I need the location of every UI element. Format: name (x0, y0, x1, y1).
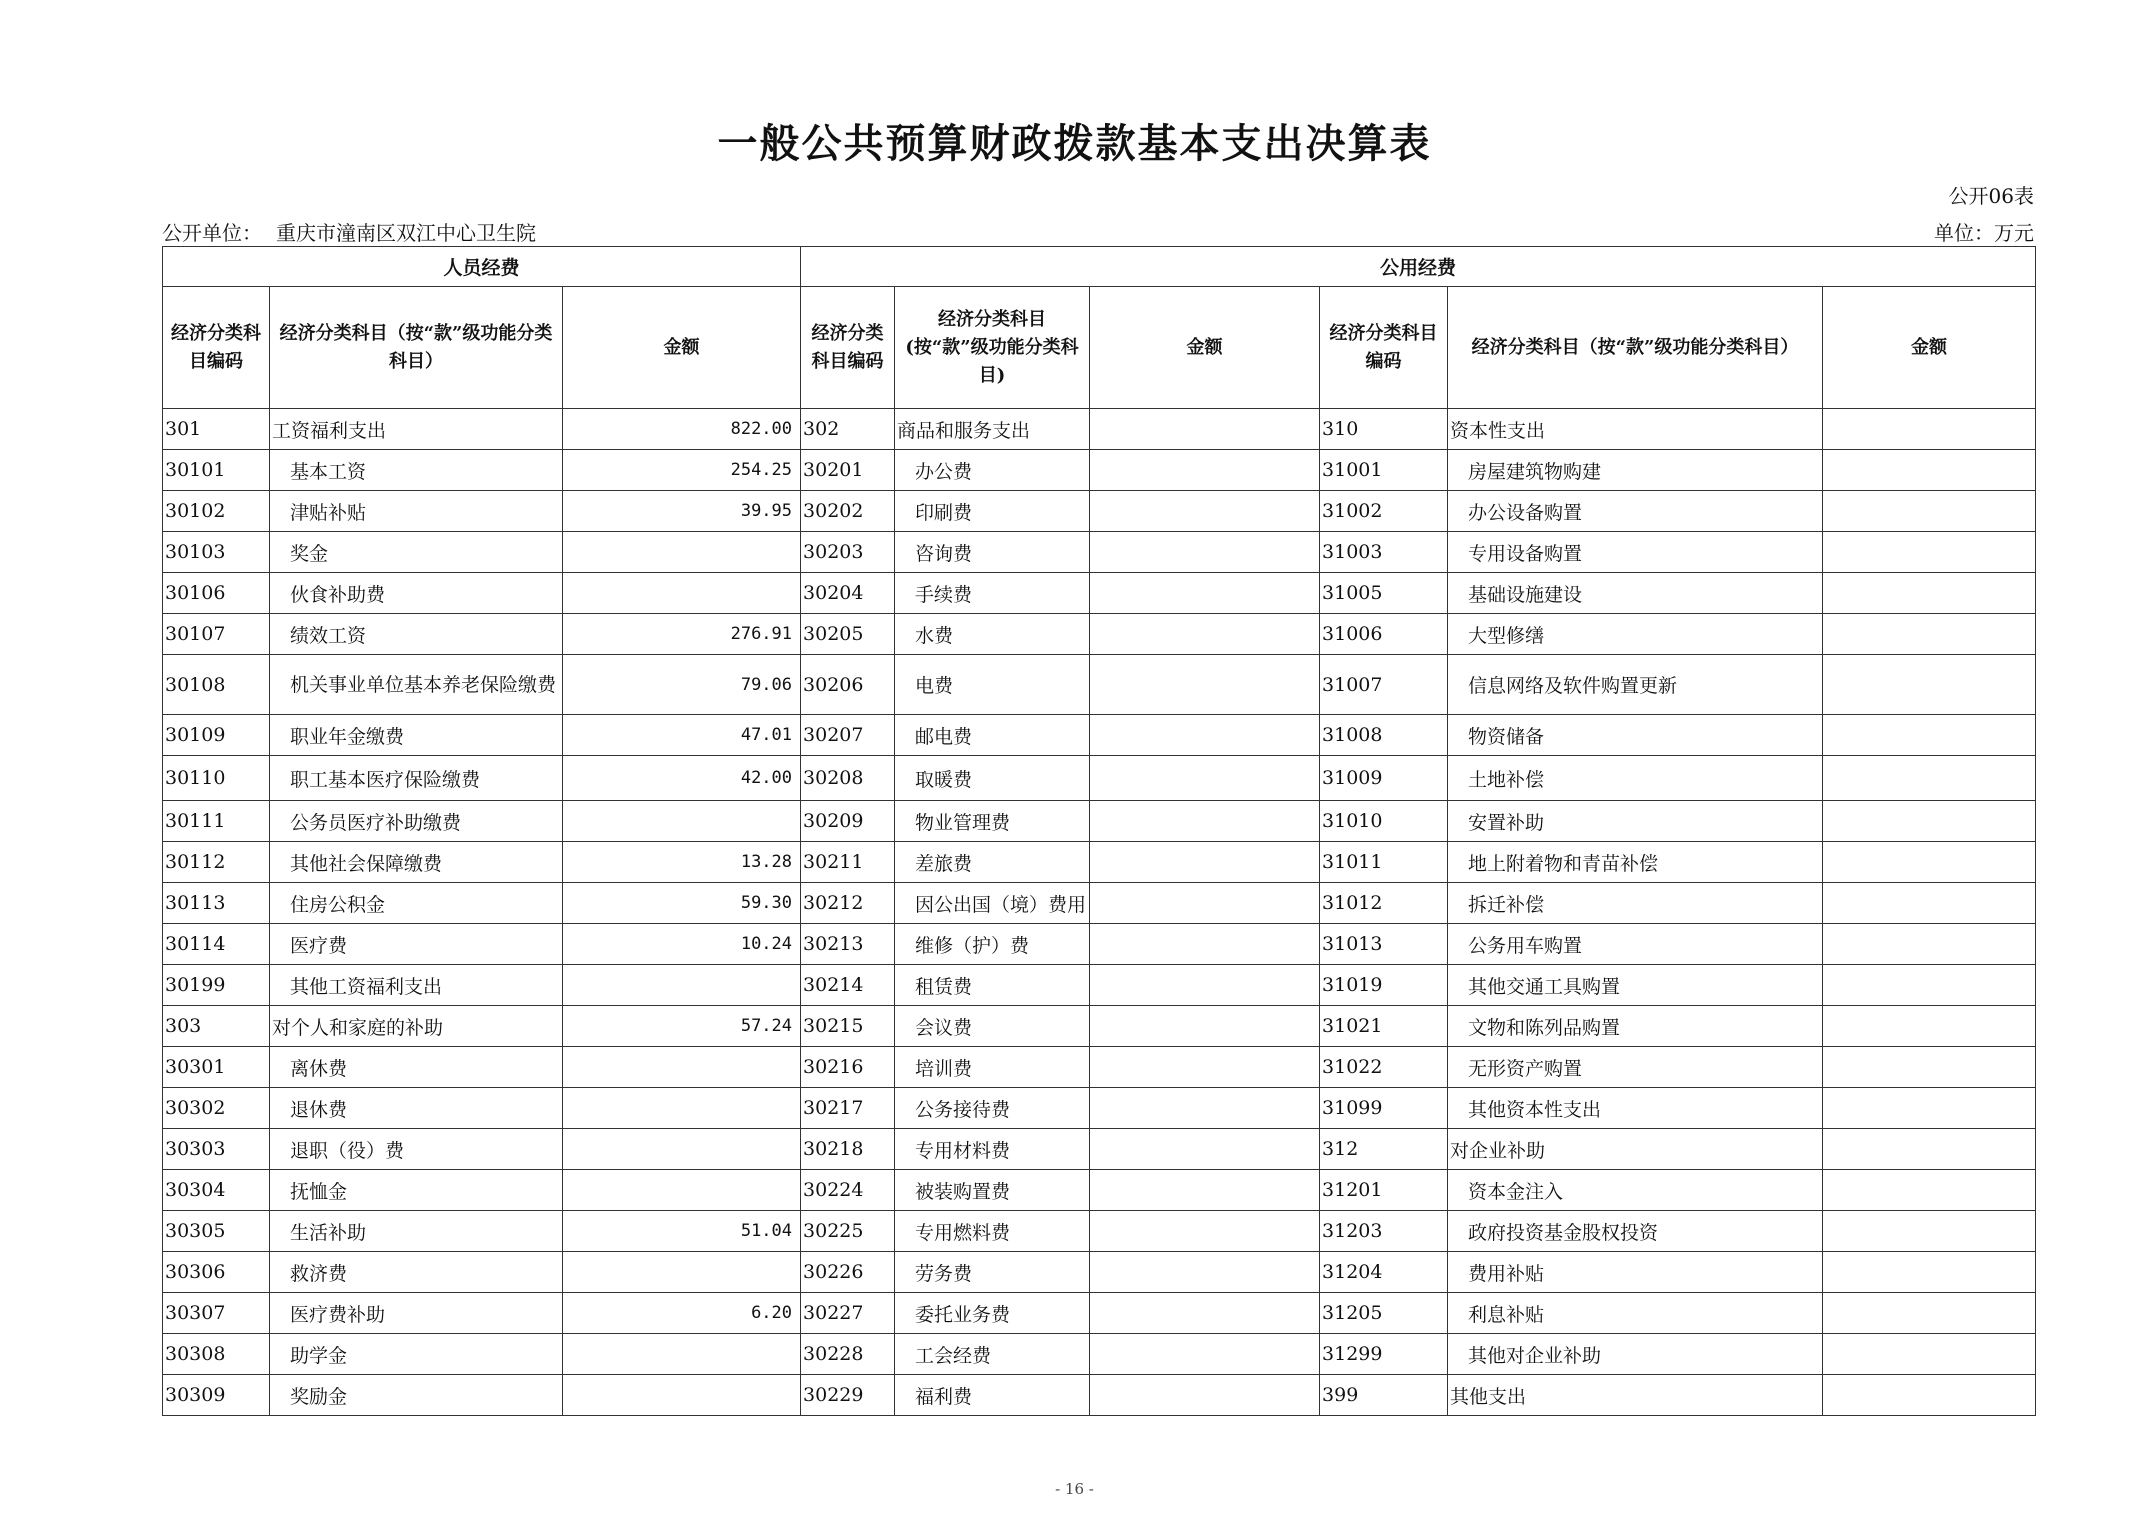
code-cell: 31204 (1320, 1252, 1448, 1293)
name-cell: 离休费 (270, 1047, 563, 1088)
page-title: 一般公共预算财政拨款基本支出决算表 (717, 120, 1432, 167)
code-cell: 30303 (163, 1129, 270, 1170)
amount-cell (563, 1252, 801, 1293)
name-cell: 生活补助 (270, 1211, 563, 1252)
column-header-name: 经济分类科目（按“款”级功能分类科目） (270, 287, 563, 409)
amount-cell (1823, 1293, 2036, 1334)
name-cell: 电费 (895, 655, 1090, 715)
code-cell: 30217 (801, 1088, 895, 1129)
code-cell: 30111 (163, 801, 270, 842)
name-cell: 奖金 (270, 532, 563, 573)
amount-cell (1823, 1334, 2036, 1375)
amount-cell (1823, 491, 2036, 532)
amount-cell (1823, 965, 2036, 1006)
amount-cell (1823, 614, 2036, 655)
name-cell: 医疗费 (270, 924, 563, 965)
code-cell: 30209 (801, 801, 895, 842)
code-cell: 30112 (163, 842, 270, 883)
name-cell: 商品和服务支出 (895, 409, 1090, 450)
code-cell: 30228 (801, 1334, 895, 1375)
amount-cell: 254.25 (563, 450, 801, 491)
amount-cell (1090, 756, 1320, 801)
name-cell: 福利费 (895, 1375, 1090, 1416)
name-cell: 资本性支出 (1448, 409, 1823, 450)
amount-cell (1090, 715, 1320, 756)
table-row (163, 1252, 2036, 1293)
code-cell: 310 (1320, 409, 1448, 450)
column-header-name: 经济分类科目（按“款”级功能分类科目） (1448, 287, 1823, 409)
code-cell: 30106 (163, 573, 270, 614)
amount-cell (563, 965, 801, 1006)
name-cell: 培训费 (895, 1047, 1090, 1088)
column-header-amount: 金额 (1823, 287, 2036, 409)
code-cell: 30214 (801, 965, 895, 1006)
name-cell: 费用补贴 (1448, 1252, 1823, 1293)
name-cell: 水费 (895, 614, 1090, 655)
amount-cell: 10.24 (563, 924, 801, 965)
code-cell: 31003 (1320, 532, 1448, 573)
name-cell: 其他工资福利支出 (270, 965, 563, 1006)
name-cell: 医疗费补助 (270, 1293, 563, 1334)
column-header-code: 经济分类科目编码 (163, 287, 270, 409)
amount-cell (1090, 1211, 1320, 1252)
table-row (163, 532, 2036, 573)
name-cell: 房屋建筑物购建 (1448, 450, 1823, 491)
name-cell: 办公费 (895, 450, 1090, 491)
name-cell: 住房公积金 (270, 883, 563, 924)
name-cell: 基本工资 (270, 450, 563, 491)
amount-cell (1823, 532, 2036, 573)
name-cell: 手续费 (895, 573, 1090, 614)
amount-cell (563, 1170, 801, 1211)
amount-cell (1090, 1129, 1320, 1170)
code-cell: 302 (801, 409, 895, 450)
amount-cell (1823, 450, 2036, 491)
amount-cell (1090, 1088, 1320, 1129)
code-cell: 30308 (163, 1334, 270, 1375)
amount-cell (1823, 756, 2036, 801)
code-cell: 30201 (801, 450, 895, 491)
name-cell: 助学金 (270, 1334, 563, 1375)
amount-cell: 59.30 (563, 883, 801, 924)
amount-cell (1823, 1252, 2036, 1293)
name-cell: 利息补贴 (1448, 1293, 1823, 1334)
name-cell: 维修（护）费 (895, 924, 1090, 965)
name-cell: 被装购置费 (895, 1170, 1090, 1211)
amount-cell (1823, 1047, 2036, 1088)
amount-cell (1823, 573, 2036, 614)
name-cell: 伙食补助费 (270, 573, 563, 614)
name-cell: 劳务费 (895, 1252, 1090, 1293)
amount-cell (1823, 409, 2036, 450)
code-cell: 30207 (801, 715, 895, 756)
name-cell: 退休费 (270, 1088, 563, 1129)
code-cell: 30302 (163, 1088, 270, 1129)
name-cell: 津贴补贴 (270, 491, 563, 532)
name-cell: 专用燃料费 (895, 1211, 1090, 1252)
amount-cell (563, 1047, 801, 1088)
name-cell: 拆迁补偿 (1448, 883, 1823, 924)
name-cell: 绩效工资 (270, 614, 563, 655)
code-cell: 30102 (163, 491, 270, 532)
name-cell: 其他交通工具购置 (1448, 965, 1823, 1006)
code-cell: 30109 (163, 715, 270, 756)
amount-cell (1090, 1252, 1320, 1293)
amount-cell (1823, 1006, 2036, 1047)
code-cell: 31299 (1320, 1334, 1448, 1375)
code-cell: 30218 (801, 1129, 895, 1170)
amount-cell (563, 1375, 801, 1416)
amount-cell (563, 1334, 801, 1375)
code-cell: 31002 (1320, 491, 1448, 532)
amount-cell (1090, 1047, 1320, 1088)
code-cell: 30227 (801, 1293, 895, 1334)
table-row (163, 1047, 2036, 1088)
amount-cell (1090, 1170, 1320, 1211)
code-cell: 31203 (1320, 1211, 1448, 1252)
code-cell: 399 (1320, 1375, 1448, 1416)
name-cell: 大型修缮 (1448, 614, 1823, 655)
code-cell: 31010 (1320, 801, 1448, 842)
name-cell: 专用材料费 (895, 1129, 1090, 1170)
column-header-code: 经济分类科目编码 (1320, 287, 1448, 409)
name-cell: 公务接待费 (895, 1088, 1090, 1129)
page-number: - 16 - (1055, 1480, 1094, 1498)
table-row (163, 1334, 2036, 1375)
table-row (163, 1211, 2036, 1252)
amount-cell: 276.91 (563, 614, 801, 655)
table-row (163, 491, 2036, 532)
name-cell: 咨询费 (895, 532, 1090, 573)
unit-label: 公开单位： (162, 221, 262, 245)
name-cell: 物业管理费 (895, 801, 1090, 842)
table-row (163, 715, 2036, 756)
column-header-amount: 金额 (1090, 287, 1320, 409)
name-cell: 对企业补助 (1448, 1129, 1823, 1170)
code-cell: 312 (1320, 1129, 1448, 1170)
code-cell: 301 (163, 409, 270, 450)
group-header-public: 公用经费 (801, 247, 2036, 287)
amount-cell (1090, 1334, 1320, 1375)
amount-cell: 79.06 (563, 655, 801, 715)
amount-cell (1823, 1375, 2036, 1416)
amount-cell (1090, 655, 1320, 715)
name-cell: 基础设施建设 (1448, 573, 1823, 614)
name-cell: 工会经费 (895, 1334, 1090, 1375)
code-cell: 31022 (1320, 1047, 1448, 1088)
table-row (163, 409, 2036, 450)
code-cell: 30199 (163, 965, 270, 1006)
code-cell: 31099 (1320, 1088, 1448, 1129)
amount-cell (1090, 924, 1320, 965)
form-number: 公开06表 (1948, 184, 2034, 208)
table-row (163, 1088, 2036, 1129)
name-cell: 其他对企业补助 (1448, 1334, 1823, 1375)
code-cell: 31012 (1320, 883, 1448, 924)
amount-cell (1090, 1293, 1320, 1334)
amount-cell (563, 1088, 801, 1129)
amount-cell (1823, 1088, 2036, 1129)
name-cell: 取暖费 (895, 756, 1090, 801)
amount-cell (563, 1129, 801, 1170)
table-row (163, 1006, 2036, 1047)
amount-cell (1090, 965, 1320, 1006)
name-cell: 无形资产购置 (1448, 1047, 1823, 1088)
code-cell: 30225 (801, 1211, 895, 1252)
name-cell: 差旅费 (895, 842, 1090, 883)
amount-cell (1090, 1375, 1320, 1416)
amount-cell (1090, 491, 1320, 532)
amount-cell (1823, 715, 2036, 756)
amount-cell (1090, 450, 1320, 491)
name-cell: 地上附着物和青苗补偿 (1448, 842, 1823, 883)
code-cell: 31205 (1320, 1293, 1448, 1334)
amount-cell: 47.01 (563, 715, 801, 756)
code-cell: 31021 (1320, 1006, 1448, 1047)
amount-cell (1823, 924, 2036, 965)
table-row (163, 1293, 2036, 1334)
code-cell: 30212 (801, 883, 895, 924)
code-cell: 30301 (163, 1047, 270, 1088)
amount-cell (1823, 655, 2036, 715)
table-row (163, 1170, 2036, 1211)
code-cell: 31005 (1320, 573, 1448, 614)
code-cell: 30307 (163, 1293, 270, 1334)
name-cell: 专用设备购置 (1448, 532, 1823, 573)
amount-cell: 57.24 (563, 1006, 801, 1047)
amount-cell (563, 532, 801, 573)
name-cell: 会议费 (895, 1006, 1090, 1047)
code-cell: 30108 (163, 655, 270, 715)
amount-cell (1823, 1211, 2036, 1252)
table-row (163, 965, 2036, 1006)
name-cell: 邮电费 (895, 715, 1090, 756)
amount-cell: 51.04 (563, 1211, 801, 1252)
table-row (163, 842, 2036, 883)
name-cell: 退职（役）费 (270, 1129, 563, 1170)
code-cell: 31009 (1320, 756, 1448, 801)
column-header-code: 经济分类科目编码 (801, 287, 895, 409)
code-cell: 30213 (801, 924, 895, 965)
table-row (163, 450, 2036, 491)
name-cell: 公务员医疗补助缴费 (270, 801, 563, 842)
code-cell: 30306 (163, 1252, 270, 1293)
name-cell: 土地补偿 (1448, 756, 1823, 801)
amount-cell (1090, 532, 1320, 573)
code-cell: 30110 (163, 756, 270, 801)
amount-cell (1823, 1129, 2036, 1170)
name-cell: 印刷费 (895, 491, 1090, 532)
name-cell: 救济费 (270, 1252, 563, 1293)
code-cell: 30202 (801, 491, 895, 532)
code-cell: 30216 (801, 1047, 895, 1088)
table-row (163, 756, 2036, 801)
table-row (163, 883, 2036, 924)
amount-cell (1090, 883, 1320, 924)
name-cell: 物资储备 (1448, 715, 1823, 756)
amount-cell (1090, 1006, 1320, 1047)
code-cell: 30211 (801, 842, 895, 883)
amount-cell (563, 573, 801, 614)
name-cell: 租赁费 (895, 965, 1090, 1006)
reporting-unit (162, 217, 536, 246)
table-row (163, 655, 2036, 715)
name-cell: 政府投资基金股权投资 (1448, 1211, 1823, 1252)
name-cell: 职业年金缴费 (270, 715, 563, 756)
currency-unit: 单位：万元 (1934, 221, 2034, 245)
column-header-name: 经济分类科目(按“款”级功能分类科目) (895, 287, 1090, 409)
table-row (163, 1129, 2036, 1170)
group-header-personnel: 人员经费 (163, 247, 801, 287)
name-cell: 安置补助 (1448, 801, 1823, 842)
code-cell: 30203 (801, 532, 895, 573)
name-cell: 奖励金 (270, 1375, 563, 1416)
amount-cell: 39.95 (563, 491, 801, 532)
code-cell: 30208 (801, 756, 895, 801)
column-header-amount: 金额 (563, 287, 801, 409)
amount-cell: 6.20 (563, 1293, 801, 1334)
table-row (163, 924, 2036, 965)
name-cell: 其他资本性支出 (1448, 1088, 1823, 1129)
amount-cell (1090, 801, 1320, 842)
table-row (163, 614, 2036, 655)
code-cell: 31013 (1320, 924, 1448, 965)
name-cell: 对个人和家庭的补助 (270, 1006, 563, 1047)
code-cell: 31019 (1320, 965, 1448, 1006)
name-cell: 公务用车购置 (1448, 924, 1823, 965)
code-cell: 30305 (163, 1211, 270, 1252)
code-cell: 30205 (801, 614, 895, 655)
code-cell: 31007 (1320, 655, 1448, 715)
code-cell: 31011 (1320, 842, 1448, 883)
expenditure-table (162, 246, 2036, 1416)
code-cell: 303 (163, 1006, 270, 1047)
code-cell: 30304 (163, 1170, 270, 1211)
amount-cell (1823, 842, 2036, 883)
code-cell: 31201 (1320, 1170, 1448, 1211)
code-cell: 30107 (163, 614, 270, 655)
amount-cell: 822.00 (563, 409, 801, 450)
amount-cell (563, 801, 801, 842)
amount-cell (1823, 1170, 2036, 1211)
code-cell: 30229 (801, 1375, 895, 1416)
table-row (163, 801, 2036, 842)
code-cell: 30206 (801, 655, 895, 715)
table-row (163, 1375, 2036, 1416)
amount-cell: 13.28 (563, 842, 801, 883)
code-cell: 30204 (801, 573, 895, 614)
name-cell: 委托业务费 (895, 1293, 1090, 1334)
name-cell: 其他支出 (1448, 1375, 1823, 1416)
name-cell: 因公出国（境）费用 (895, 883, 1090, 924)
name-cell: 信息网络及软件购置更新 (1448, 655, 1823, 715)
unit-name: 重庆市潼南区双江中心卫生院 (276, 221, 536, 245)
code-cell: 31006 (1320, 614, 1448, 655)
amount-cell (1823, 801, 2036, 842)
code-cell: 30114 (163, 924, 270, 965)
table-body (163, 409, 2036, 1416)
name-cell: 机关事业单位基本养老保险缴费 (270, 655, 563, 715)
name-cell: 资本金注入 (1448, 1170, 1823, 1211)
amount-cell (1090, 573, 1320, 614)
amount-cell (1090, 614, 1320, 655)
name-cell: 办公设备购置 (1448, 491, 1823, 532)
name-cell: 抚恤金 (270, 1170, 563, 1211)
amount-cell: 42.00 (563, 756, 801, 801)
amount-cell (1090, 409, 1320, 450)
code-cell: 31008 (1320, 715, 1448, 756)
code-cell: 30224 (801, 1170, 895, 1211)
code-cell: 30215 (801, 1006, 895, 1047)
code-cell: 30309 (163, 1375, 270, 1416)
name-cell: 工资福利支出 (270, 409, 563, 450)
amount-cell (1090, 842, 1320, 883)
code-cell: 30226 (801, 1252, 895, 1293)
table-row (163, 573, 2036, 614)
name-cell: 文物和陈列品购置 (1448, 1006, 1823, 1047)
name-cell: 其他社会保障缴费 (270, 842, 563, 883)
code-cell: 31001 (1320, 450, 1448, 491)
name-cell: 职工基本医疗保险缴费 (270, 756, 563, 801)
code-cell: 30103 (163, 532, 270, 573)
code-cell: 30101 (163, 450, 270, 491)
amount-cell (1823, 883, 2036, 924)
code-cell: 30113 (163, 883, 270, 924)
